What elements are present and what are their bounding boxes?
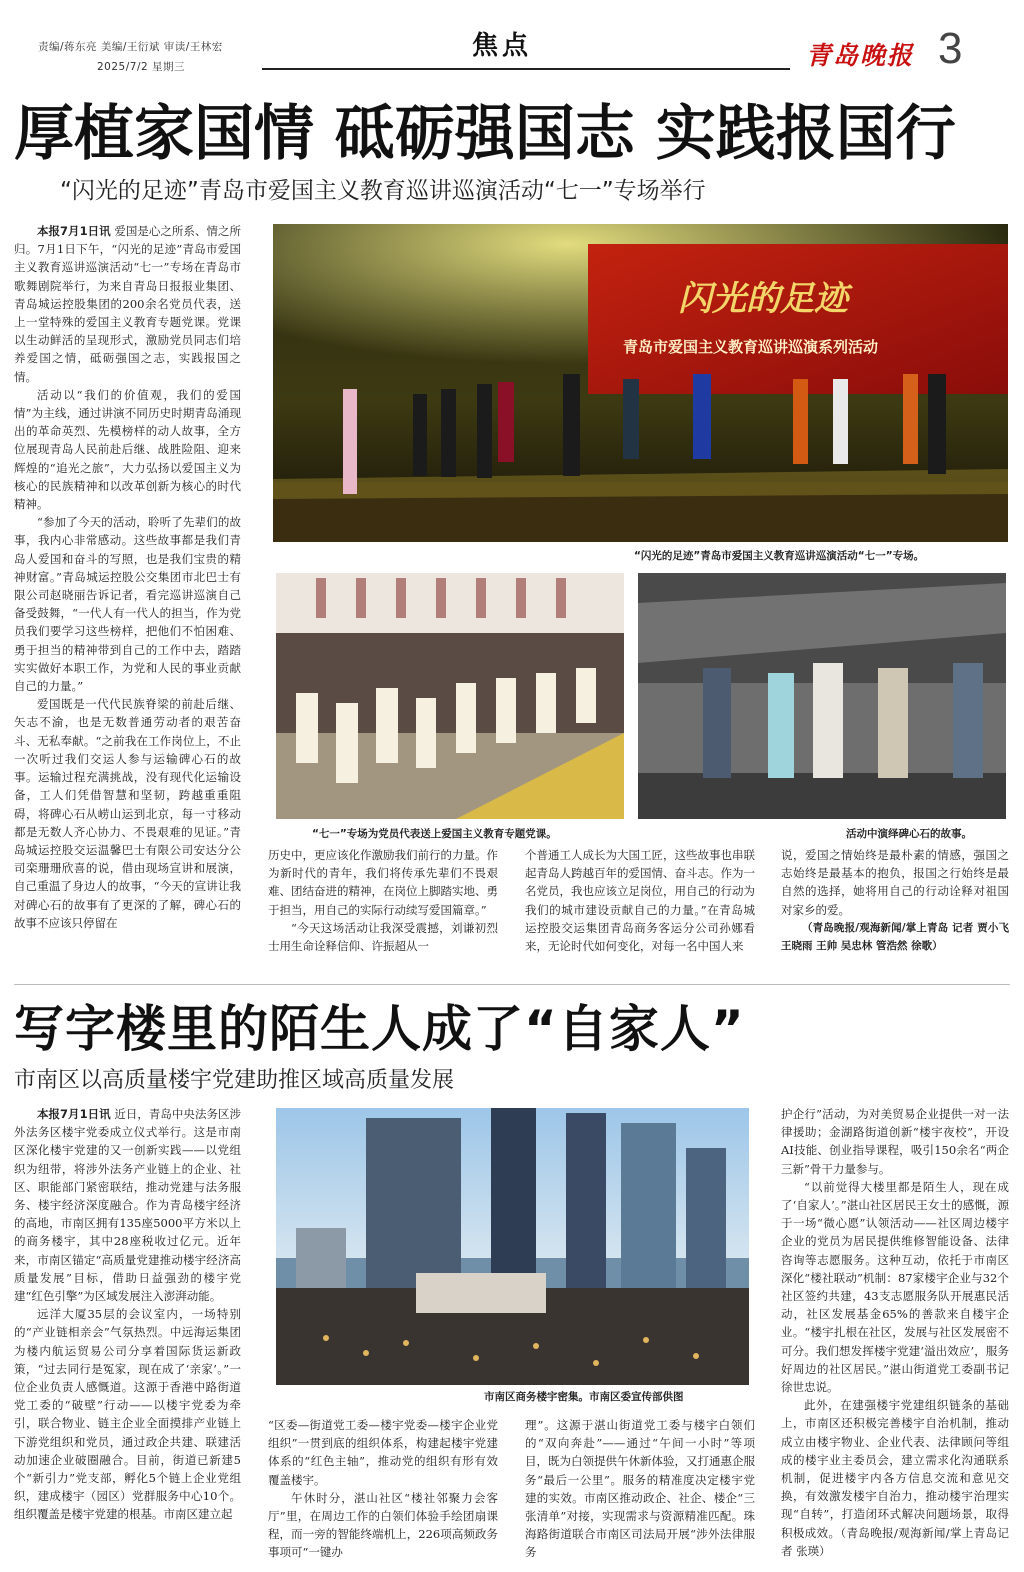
article1-headline: 厚植家国情 砥砺强国志 实践报国行	[14, 99, 956, 169]
article1-col1-p2: 活动以“我们的价值观，我们的爱国情”为主线，通过讲演不同历史时期青岛涌现出的革命英烈、先模榜样的动人故事，全方位展现青岛人民前赴后继、战胜险阻、迎来辉煌的“追光之旅”，大力弘扬以爱国主义为核心的民族精神和以改革创新为核心的时代精神。	[14, 387, 241, 512]
article2-col1-lead: 近日，青岛中央法务区涉外法务区楼宇党委成立仪式举行。这是市南区深化楼宇党建的又一创新实践——以党组织为纽带，将涉外法务产业链上的企业、社区、职能部门紧密联结，推动党建与法务服务、楼宇经济深度融合。作为青岛楼宇经济的高地，市南区拥有135座5000平方米以上的商务楼宇，其中28座税收过亿元。近年来，市南区锚定“高质量党建推动楼宇经济高质量发展”目标，借助日益强劲的楼宇党建“红色引擎”为区域发展注入澎湃动能。	[14, 1107, 241, 1304]
stage-banner-subtitle: 青岛市爱国主义教育巡讲巡演系列活动	[623, 338, 879, 356]
article1-col2-text: 历史中，更应该化作激励我们前行的力量。作为新时代的青年，我们将传承先辈们不畏艰难、团结奋进的精神，在岗位上脚踏实地、勇于担当，用自己的实际行动续写爱国篇章。”	[268, 848, 498, 917]
audience-photo	[276, 573, 624, 819]
article1-column-2	[268, 846, 498, 966]
article2-col1-p2: 远洋大厦35层的会议室内，一场特别的“产业链相亲会”气氛热烈。中远海运集团为楼内航运贸易公司分享着国际货运新政策，“过去同行是冤家，现在成了‘亲家’。”一位企业负责人感慨道。这源于香港中路街道党工委的“破壁”行动——以楼宇党委为牵引，联合物业、链主企业全面摸排产业链上下游党组织和党员，通过政企共建、联建活动加速企业破圈融合。目前，街道已新建5个“新引力”党支部，孵化5个链上企业党组织，建成楼宇（园区）党群服务中心10个。组织覆盖是楼宇党建的根基。市南区建立起	[14, 1307, 241, 1522]
article2-column-4	[781, 1105, 1009, 1565]
page-number: 3	[938, 24, 963, 73]
section-title: 焦点	[472, 31, 533, 61]
article2-col3-text: 理”。这源于湛山街道党工委与楼宇白领们的“双向奔赴”——通过“午间一小时”等项目，既为白领提供午休新体验，又打通惠企服务“最后一公里”。服务的精准度决定楼宇党建的实效。市南区推动政企、社企、楼企“三张清单”对接，实现需求与资源精准匹配。珠海路街道联合市南区司法局开展“涉外法律服务	[525, 1418, 755, 1560]
article2-column-2	[268, 1416, 498, 1566]
article1-subhead: “闪光的足迹”青岛市爱国主义教育巡讲巡演活动“七一”专场举行	[60, 178, 706, 204]
article1-col1-lead: 爱国是心之所系、情之所归。7月1日下午，“闪光的足迹”青岛市爱国主义教育巡讲巡演活动“七一”专场在青岛市歌舞剧院举行，为来自青岛日报报业集团、青岛城运控股集团的200余名党员代表，送上一堂特殊的爱国主义教育专题党课。党课以生动鲜活的呈现形式，激励党员同志们培养爱国之情，砥砺强国之志，实践报国之情。	[14, 224, 241, 384]
city-photo-caption: 市南区商务楼宇密集。市南区委宣传部供图	[484, 1391, 684, 1403]
city-photo	[276, 1108, 749, 1385]
article2-lead-tag: 本报7月1日讯	[37, 1107, 111, 1121]
performance-photo	[638, 573, 1006, 819]
newspaper-logo: 青岛晚报	[806, 41, 915, 70]
article1-column-1	[14, 222, 241, 966]
article2-subhead: 市南区以高质量楼宇党建助推区域高质量发展	[14, 1068, 455, 1093]
article2-column-1	[14, 1105, 241, 1563]
article2-column-3	[525, 1416, 755, 1566]
audience-photo-caption: “七一”专场为党员代表送上爱国主义教育专题党课。	[312, 828, 557, 840]
issue-date: 2025/7/2 星期三	[97, 61, 185, 73]
article2-col2-p2: 午休时分，湛山社区“楼社邻聚力会客厅”里，在周边工作的白领们体验手绘团扇课程，而一旁的智能终端机上，226项高频政务事项可“一键办	[268, 1490, 498, 1560]
article1-col1-p4: 爱国既是一代代民族脊梁的前赴后继、矢志不渝，也是无数普通劳动者的艰苦奋斗、无私奉献。“之前我在工作岗位上，不止一次听过我们交运人参与运输碑心石的故事。运输过程充满挑战，没有现代化运输设备，工人们凭借智慧和坚韧，跨越重重阻碍，将碑心石从崂山运到北京，每一寸移动都是无数人齐心协力、不畏艰难的见证。”青岛城运控股交运温馨巴士有限公司安达分公司栾珊珊欣喜的说，借由现场宣讲和展演，自己重温了身边人的故事，“今天的宣讲让我对碑心石的故事有了更深的了解，碑心石的故事不应该只停留在	[14, 697, 241, 930]
header-rule	[262, 68, 790, 70]
editor-credits: 责编/蒋东亮 美编/王衍斌 审读/王林宏	[38, 41, 223, 53]
stage-banner-title: 闪光的足迹	[678, 279, 848, 319]
article1-col2-p2: “今天这场活动让我深受震撼，刘谦初烈士用生命诠释信仰、许振超从一	[268, 920, 498, 954]
article2-headline: 写字楼里的陌生人成了“自家人”	[14, 1000, 745, 1058]
article2-col2-text: “区委—街道党工委—楼宇党委—楼宇企业党组织”一贯到底的组织体系，构建起楼宇党建体系的“红色主轴”，推动党的组织有形有效覆盖楼宇。	[268, 1418, 498, 1487]
article1-col1-p3: “参加了今天的活动，聆听了先辈们的故事，我内心非常感动。这些故事都是我们青岛人爱国和奋斗的写照，也是我们宝贵的精神财富。”青岛城运控股公交集团市北巴士有限公司赵晓丽告诉记者，看完巡讲巡演自己备受鼓舞，“一代人有一代人的担当，作为党员我们要学习这些榜样，把他们不怕困难、勇于担当的精神带到自己的工作中去，踏踏实实做好本职工作，为党和人民的事业贡献自己的力量。”	[14, 515, 241, 694]
article2-col4-p3: 此外，在建强楼宇党建组织链条的基础上，市南区还积极完善楼宇自治机制，推动成立由楼宇物业、企业代表、法律顾问等组成的楼宇业主委员会，建立需求化沟通联系机制，促进楼宇内各方信息交流和意见交换，有效激发楼宇自治力，推动楼宇治理实现“自转”，打造闭环式解决问题场景，取得积极成效。（青岛晚报/观海新闻/掌上青岛记者 张瑛）	[781, 1398, 1009, 1558]
stage-photo-caption: “闪光的足迹”青岛市爱国主义教育巡讲巡演活动“七一”专场。	[634, 550, 925, 562]
article2-col4-p2: “以前觉得大楼里都是陌生人，现在成了‘自家人’。”湛山社区居民王女士的感慨，源于一场“微心愿”认领活动——社区周边楼宇企业的党员为居民提供维修智能设备、法律咨询等志愿服务。这种互动，依托于市南区深化“楼社联动”机制：87家楼宇企业与32个社区签约共建，43支志愿服务队开展惠民活动，社区发展基金65%的善款来自楼宇企业。“楼宇扎根在社区，发展与社区发展密不可分。我们想发挥楼宇党建‘溢出效应’，服务好周边的社区居民。”湛山街道党工委副书记徐世忠说。	[781, 1179, 1009, 1395]
article1-col4-text: 说，爱国之情始终是最朴素的情感，强国之志始终是最基本的抱负，报国之行始终是最自然的选择，她将用自己的行动诠释对祖国对家乡的爱。	[781, 848, 1009, 917]
article1-lead-tag: 本报7月1日讯	[37, 224, 111, 238]
article1-col3-text: 个普通工人成长为大国工匠，这些故事也串联起青岛人跨越百年的爱国情、奋斗志。作为一名党员，我也应该立足岗位，用自己的行动为我们的城市建设贡献自己的力量。”在青岛城运控股交运集团青岛商务客运分公司孙娜看来，无论时代如何变化，对每一名中国人来	[525, 848, 755, 954]
stage-photo	[273, 224, 1008, 542]
article1-byline: （青岛晚报/观海新闻/掌上青岛 记者 贾小飞 王晓雨 王帅 吴忠林 管浩然 徐歌）	[781, 921, 1009, 953]
article1-column-4	[781, 846, 1009, 966]
article-divider	[14, 984, 1010, 985]
article1-column-3	[525, 846, 755, 966]
article2-col4-top: 护企行”活动，为对美贸易企业提供一对一法律援助；金湖路街道创新“楼宇夜校”，开设AI技能、创业指导课程，吸引150余名“两企三新”骨干力量参与。	[781, 1107, 1009, 1176]
performance-photo-caption: 活动中演绎碑心石的故事。	[846, 828, 972, 840]
